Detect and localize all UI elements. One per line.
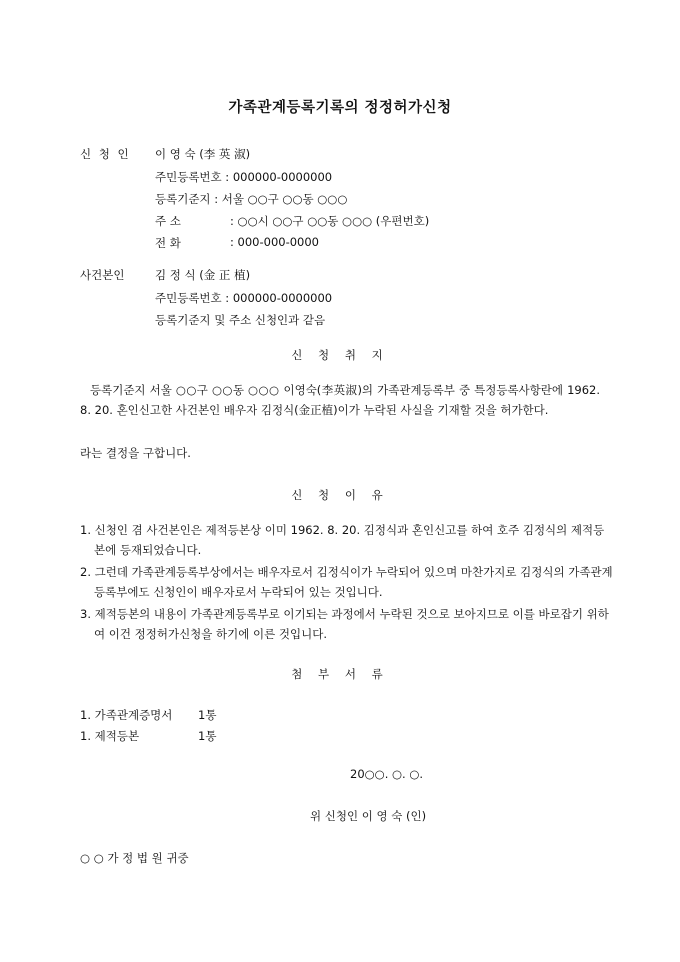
applicant-rrn: 주민등록번호 : 000000-0000000: [155, 170, 333, 184]
subject-label: 사건본인: [80, 268, 125, 282]
subject-registration-base: 등록기준지 및 주소 신청인과 같음: [155, 313, 326, 327]
applicant-phone: : 000-000-0000: [230, 235, 319, 249]
reasons-heading: 신 청 이 유: [291, 488, 389, 502]
attachments-heading: 첨 부 서 류: [291, 667, 389, 681]
court-addressee: ○ ○ 가 정 법 원 귀중: [80, 851, 189, 865]
signature-line: 위 신청인 이 영 숙 (인): [310, 809, 427, 823]
reason-item-1: 1. 신청인 겸 사건본인은 제적등본상 이미 1962. 8. 20. 김정식과 혼인신고를 하여 호주 김정식의 제적등본에 등재되었습니다.: [80, 523, 605, 557]
applicant-name: 이 영 숙 (李 英 淑): [155, 147, 251, 161]
reason-item-3: 3. 제적등본의 내용이 가족관계등록부로 이기되는 과정에서 누락된 것으로 보아지므로 이를 바로잡기 위하여 이건 정정허가신청을 하기에 이른 것입니다.: [80, 607, 609, 641]
attachment-name: 1. 제적등본: [80, 729, 140, 743]
subject-name: 김 정 식 (金 正 植): [155, 268, 251, 282]
attachment-count: 1통: [198, 729, 217, 743]
purpose-closing: 라는 결정을 구합니다.: [80, 446, 191, 460]
purpose-body: 등록기준지 서울 ○○구 ○○동 ○○○ 이영숙(李英淑)의 가족관계등록부 중 특정등록사항란에 1962. 8. 20. 혼인신고한 사건본인 배우자 김정식(金正植)이가 누락된 사실을 기재할 것을 허가한다.: [80, 383, 600, 417]
applicant-address-label: 주 소: [155, 214, 181, 228]
document-title: 가족관계등록기록의 정정허가신청: [228, 100, 452, 116]
reason-item-2: 2. 그런데 가족관계등록부상에서는 배우자로서 김정식이가 누락되어 있으며 마찬가지로 김정식의 가족관계등록부에도 신청인이 배우자로서 누락되어 있는 것입니다.: [80, 565, 613, 599]
attachment-count: 1통: [198, 708, 217, 722]
applicant-phone-label: 전 화: [155, 236, 181, 250]
attachment-name: 1. 가족관계증명서: [80, 708, 173, 722]
document-date: 20○○. ○. ○.: [350, 767, 424, 781]
applicant-registration-base: 등록기준지 : 서울 ○○구 ○○동 ○○○: [155, 192, 348, 206]
applicant-address: : ○○시 ○○구 ○○동 ○○○ (우편번호): [230, 214, 430, 228]
applicant-label: 신 청 인: [80, 147, 131, 161]
subject-rrn: 주민등록번호 : 000000-0000000: [155, 291, 333, 305]
purpose-heading: 신 청 취 지: [291, 348, 389, 362]
